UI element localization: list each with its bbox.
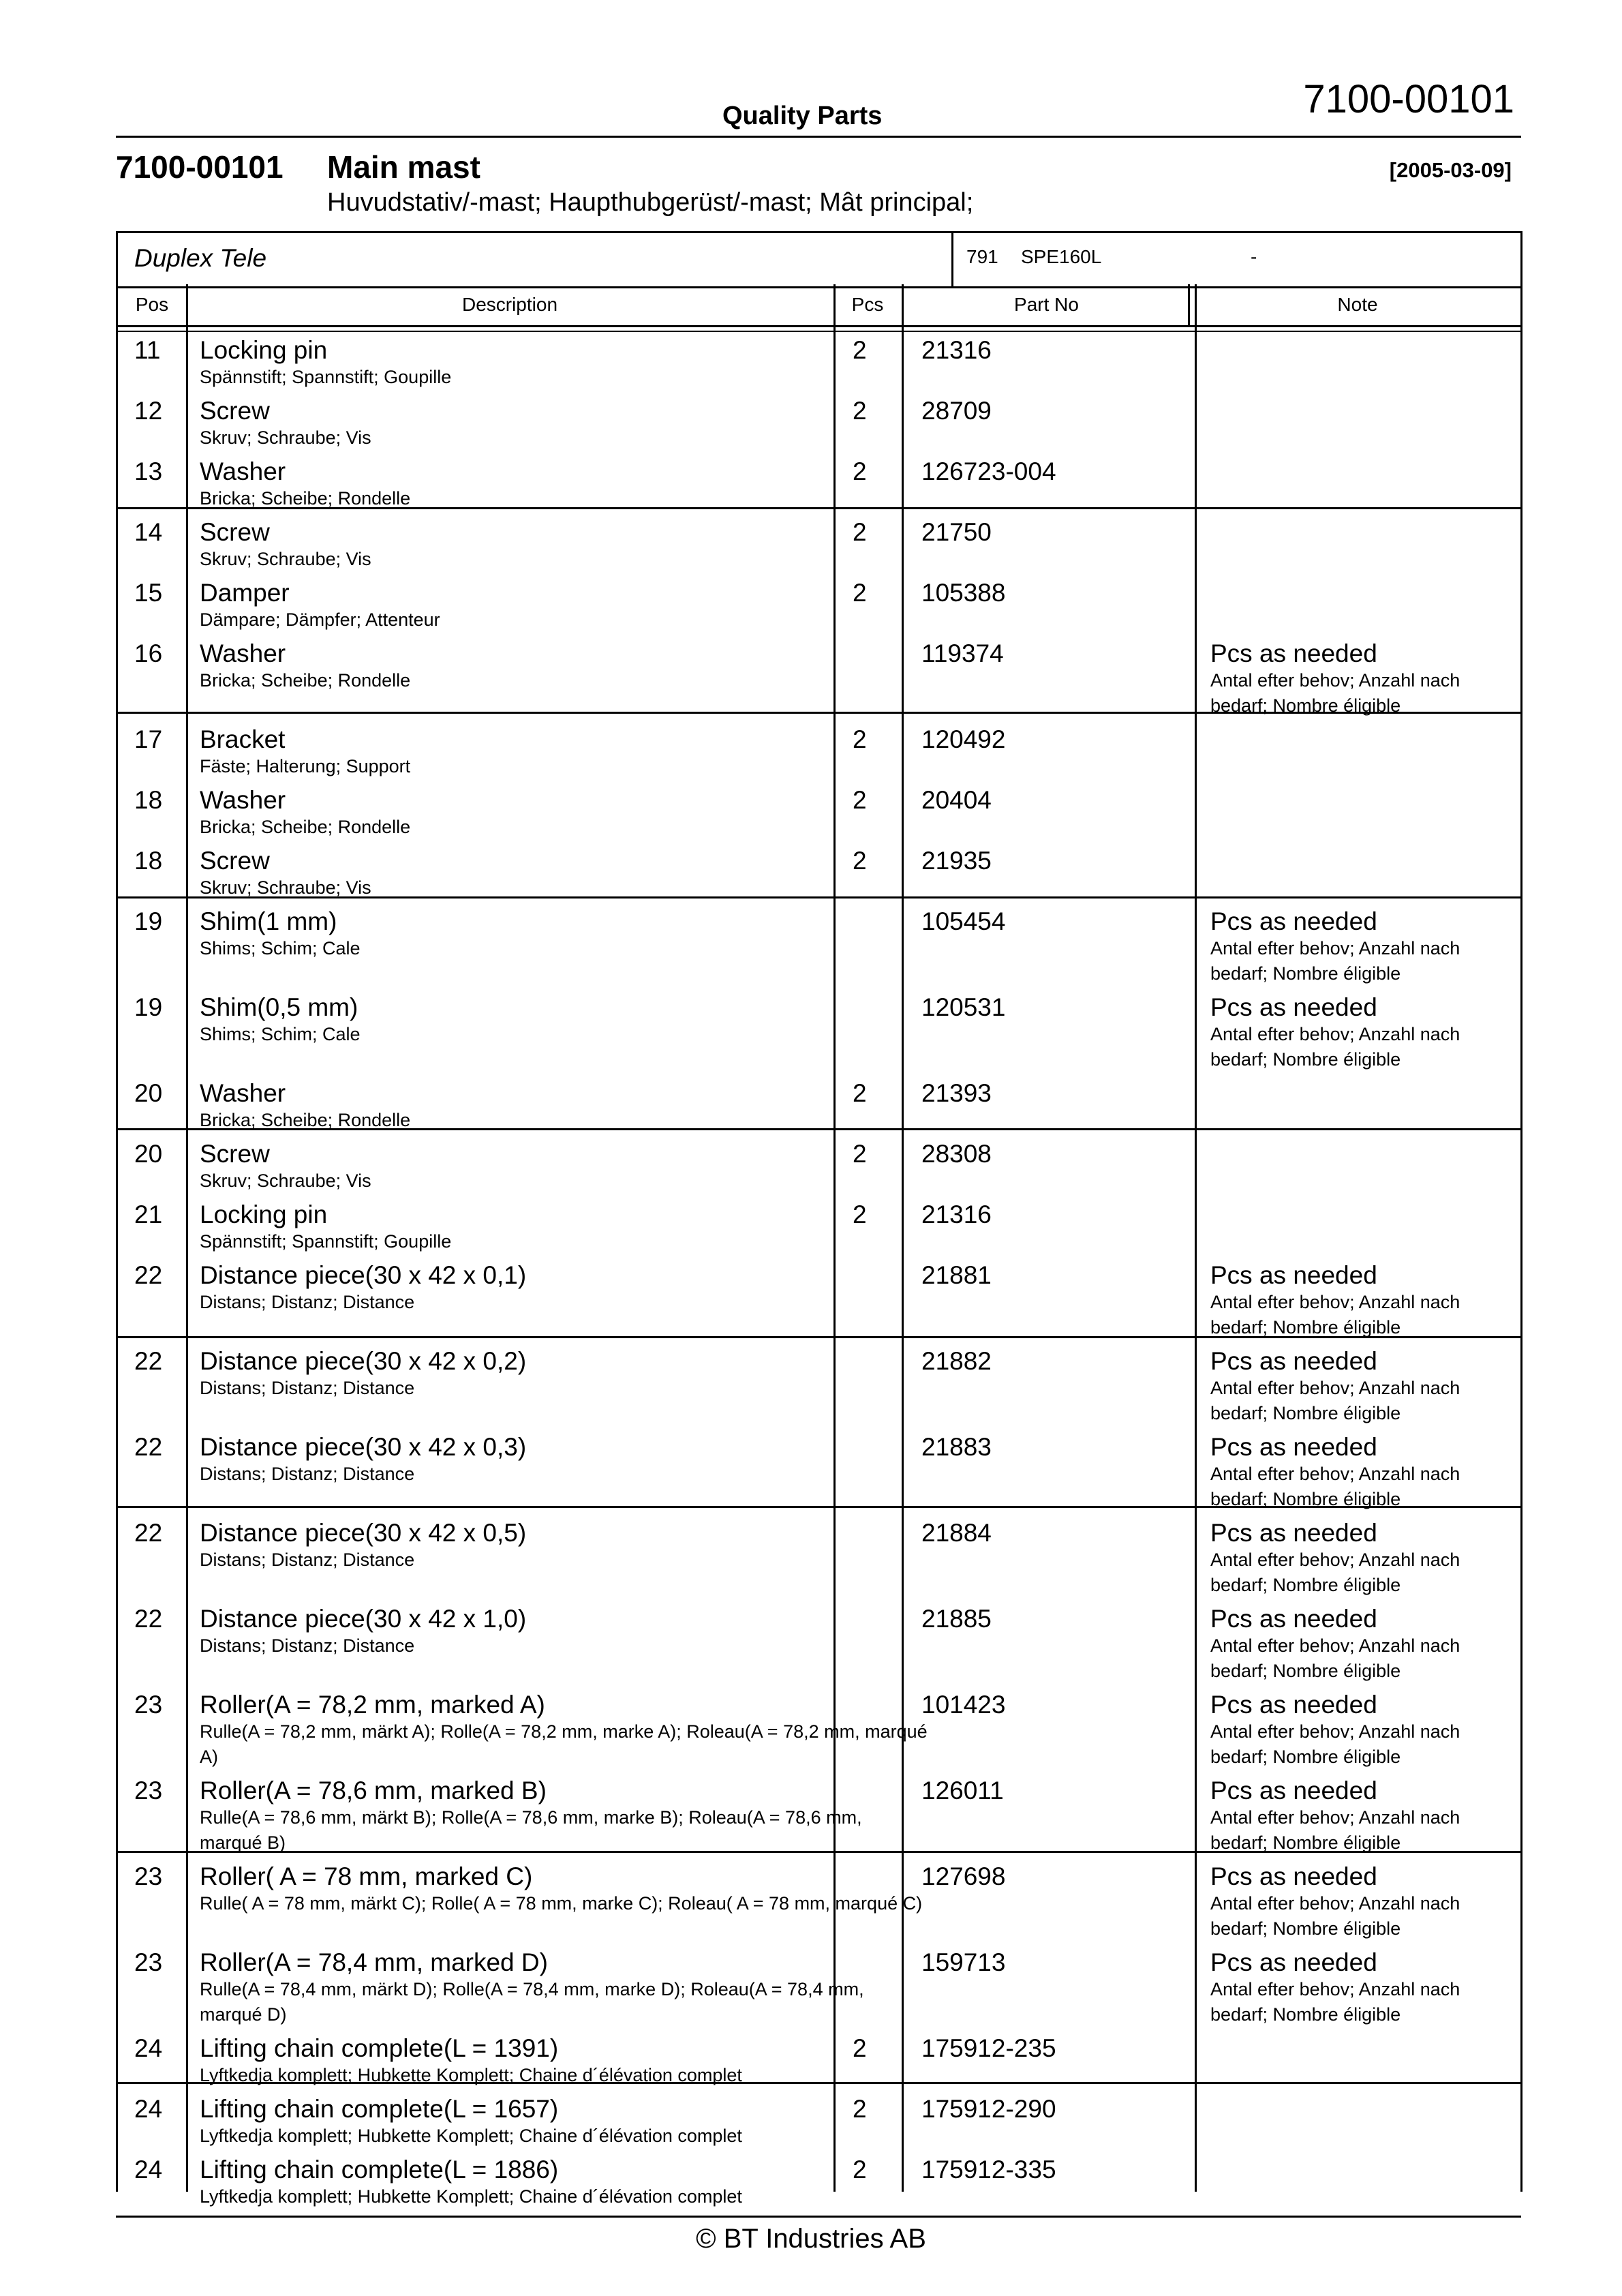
- col-divider-part: [1195, 284, 1197, 2192]
- part-note: Pcs as needed: [1210, 993, 1377, 1021]
- part-name: Roller(A = 78,4 mm, marked D): [200, 1948, 548, 1976]
- part-number: 119374: [921, 639, 1004, 667]
- part-note-translations: Antal efter behov; Anzahl nach bedarf; Nombre éligible: [1210, 1807, 1460, 1853]
- parts-table: [116, 284, 1522, 2207]
- part-pos: 19: [134, 993, 163, 1021]
- part-translations: Distans; Distanz; Distance: [200, 1550, 415, 1570]
- part-pos: 12: [134, 397, 163, 425]
- part-translations: Rulle(A = 78,2 mm, märkt A); Rolle(A = 78,2 mm, marke A); Roleau(A = 78,2 mm, marqué A): [200, 1721, 928, 1767]
- part-pos: 24: [134, 2156, 163, 2184]
- part-pos: 18: [134, 786, 163, 814]
- part-name: Roller( A = 78 mm, marked C): [200, 1862, 533, 1890]
- part-pos: 20: [134, 1079, 163, 1107]
- part-pos: 23: [134, 1777, 163, 1804]
- part-name: Distance piece(30 x 42 x 0,5): [200, 1519, 527, 1547]
- part-name: Screw: [200, 518, 270, 546]
- part-translations: Bricka; Scheibe; Rondelle: [200, 817, 411, 837]
- part-number: 120492: [921, 725, 1006, 753]
- part-number: 105388: [921, 579, 1006, 607]
- part-number: 21881: [921, 1261, 992, 1289]
- part-pcs: 2: [853, 457, 867, 485]
- part-pcs: 2: [853, 1200, 867, 1228]
- part-pcs: 2: [853, 518, 867, 546]
- document-number: 7100-00101: [1303, 77, 1514, 121]
- part-translations: Distans; Distanz; Distance: [200, 1635, 415, 1656]
- part-translations: Rulle( A = 78 mm, märkt C); Rolle( A = 78 mm, marke C); Roleau( A = 78 mm, marqué C): [200, 1893, 923, 1914]
- part-name: Washer: [200, 639, 286, 667]
- part-pos: 22: [134, 1605, 163, 1633]
- part-translations: Dämpare; Dämpfer; Attenteur: [200, 609, 440, 630]
- part-pos: 15: [134, 579, 163, 607]
- part-number: 21750: [921, 518, 992, 546]
- part-name: Screw: [200, 1140, 270, 1168]
- header-divider: [116, 136, 1521, 138]
- footer-copyright: © BT Industries AB: [696, 2224, 926, 2254]
- part-number: 127698: [921, 1862, 1006, 1890]
- part-name: Shim(1 mm): [200, 907, 337, 935]
- part-name: Distance piece(30 x 42 x 0,2): [200, 1347, 527, 1375]
- part-note: Pcs as needed: [1210, 1347, 1377, 1375]
- part-pcs: 2: [853, 336, 867, 364]
- part-translations: Skruv; Schraube; Vis: [200, 427, 371, 448]
- part-number: 21316: [921, 336, 992, 364]
- part-note: Pcs as needed: [1210, 1433, 1377, 1461]
- part-name: Roller(A = 78,6 mm, marked B): [200, 1777, 547, 1804]
- part-number: 28308: [921, 1140, 992, 1168]
- part-number: 21935: [921, 847, 992, 875]
- header-rule-double: [118, 331, 1520, 332]
- part-note-translations: Antal efter behov; Anzahl nach bedarf; Nombre éligible: [1210, 1893, 1460, 1939]
- part-note-translations: Antal efter behov; Anzahl nach bedarf; Nombre éligible: [1210, 1721, 1460, 1767]
- part-note-translations: Antal efter behov; Anzahl nach bedarf; Nombre éligible: [1210, 1378, 1460, 1423]
- part-pos: 20: [134, 1140, 163, 1168]
- part-number: 21316: [921, 1200, 992, 1228]
- part-name: Screw: [200, 847, 270, 875]
- part-pcs: 2: [853, 1140, 867, 1168]
- part-pos: 24: [134, 2095, 163, 2123]
- footer-divider: [116, 2216, 1521, 2218]
- part-note: Pcs as needed: [1210, 1605, 1377, 1633]
- part-pos: 23: [134, 1862, 163, 1890]
- part-translations: Distans; Distanz; Distance: [200, 1464, 415, 1484]
- part-number: 21884: [921, 1519, 992, 1547]
- part-pcs: 2: [853, 2095, 867, 2123]
- part-translations: Bricka; Scheibe; Rondelle: [200, 670, 411, 691]
- model-type: SPE160L: [1021, 246, 1102, 267]
- header-rule: [118, 325, 1520, 327]
- part-translations: Spännstift; Spannstift; Goupille: [200, 1231, 452, 1252]
- part-name: Locking pin: [200, 1200, 328, 1228]
- part-note-translations: Antal efter behov; Anzahl nach bedarf; Nombre éligible: [1210, 938, 1460, 984]
- part-translations: Distans; Distanz; Distance: [200, 1378, 415, 1398]
- part-number: 21393: [921, 1079, 992, 1107]
- part-pos: 14: [134, 518, 163, 546]
- part-name: Washer: [200, 457, 286, 485]
- part-number: 21882: [921, 1347, 992, 1375]
- part-pcs: 2: [853, 725, 867, 753]
- part-translations: Lyftkedja komplett; Hubkette Komplett; Chaine d´élévation complet: [200, 2186, 742, 2207]
- part-translations: Shims; Schim; Cale: [200, 938, 361, 958]
- part-number: 20404: [921, 786, 992, 814]
- part-note: Pcs as needed: [1210, 1519, 1377, 1547]
- model-extra: -: [1251, 246, 1257, 267]
- part-note: Pcs as needed: [1210, 907, 1377, 935]
- part-number: 175912-290: [921, 2095, 1056, 2123]
- part-pcs: 2: [853, 397, 867, 425]
- part-pcs: 2: [853, 786, 867, 814]
- part-translations: Distans; Distanz; Distance: [200, 1292, 415, 1312]
- part-name: Bracket: [200, 725, 286, 753]
- col-header-pos: Pos: [135, 294, 169, 315]
- part-pcs: 2: [853, 1079, 867, 1107]
- part-number: 159713: [921, 1948, 1006, 1976]
- part-name: Washer: [200, 786, 286, 814]
- part-pcs: 2: [853, 2156, 867, 2184]
- part-translations: Skruv; Schraube; Vis: [200, 549, 371, 569]
- part-name: Damper: [200, 579, 290, 607]
- part-name: Lifting chain complete(L = 1886): [200, 2156, 559, 2184]
- section-title: Main mast: [327, 149, 480, 185]
- part-pos: 23: [134, 1948, 163, 1976]
- part-name: Distance piece(30 x 42 x 0,3): [200, 1433, 527, 1461]
- part-pcs: 2: [853, 2034, 867, 2062]
- col-header-part-no: Part No: [1014, 294, 1079, 315]
- part-note-translations: Antal efter behov; Anzahl nach bedarf; Nombre éligible: [1210, 1550, 1460, 1595]
- model-info-box: [116, 231, 1522, 288]
- part-note: Pcs as needed: [1210, 639, 1377, 667]
- part-note-translations: Antal efter behov; Anzahl nach bedarf; Nombre éligible: [1210, 1635, 1460, 1681]
- part-translations: Bricka; Scheibe; Rondelle: [200, 1110, 411, 1130]
- part-pos: 21: [134, 1200, 163, 1228]
- part-translations: Rulle(A = 78,4 mm, märkt D); Rolle(A = 78,4 mm, marke D); Roleau(A = 78,4 mm, marqué D): [200, 1979, 864, 2025]
- part-number: 120531: [921, 993, 1006, 1021]
- part-number: 101423: [921, 1691, 1006, 1719]
- model-code: 791: [966, 246, 998, 267]
- part-pos: 17: [134, 725, 163, 753]
- col-divider-pos: [186, 284, 188, 2192]
- part-pos: 11: [134, 336, 161, 364]
- part-note-translations: Antal efter behov; Anzahl nach bedarf; Nombre éligible: [1210, 1024, 1460, 1070]
- part-number: 175912-235: [921, 2034, 1056, 2062]
- part-number: 126011: [921, 1777, 1004, 1804]
- part-name: Roller(A = 78,2 mm, marked A): [200, 1691, 545, 1719]
- part-number: 126723-004: [921, 457, 1056, 485]
- part-pos: 24: [134, 2034, 163, 2062]
- part-number: 21883: [921, 1433, 992, 1461]
- col-header-pcs: Pcs: [851, 294, 884, 315]
- part-pcs: 2: [853, 579, 867, 607]
- part-pos: 22: [134, 1433, 163, 1461]
- part-name: Shim(0,5 mm): [200, 993, 358, 1021]
- model-name: Duplex Tele: [134, 244, 267, 272]
- part-note: Pcs as needed: [1210, 1948, 1377, 1976]
- section-date: [2005-03-09]: [1389, 158, 1512, 182]
- col-header-note: Note: [1337, 294, 1378, 315]
- part-translations: Fäste; Halterung; Support: [200, 756, 411, 776]
- part-pos: 19: [134, 907, 163, 935]
- part-name: Lifting chain complete(L = 1657): [200, 2095, 559, 2123]
- part-note: Pcs as needed: [1210, 1261, 1377, 1289]
- part-name: Screw: [200, 397, 270, 425]
- part-note-translations: Antal efter behov; Anzahl nach bedarf; Nombre éligible: [1210, 1464, 1460, 1509]
- part-translations: Spännstift; Spannstift; Goupille: [200, 367, 452, 387]
- part-translations: Skruv; Schraube; Vis: [200, 877, 371, 898]
- part-pos: 22: [134, 1347, 163, 1375]
- part-pos: 22: [134, 1519, 163, 1547]
- part-note-translations: Antal efter behov; Anzahl nach bedarf; Nombre éligible: [1210, 1979, 1460, 2025]
- page-title: Quality Parts: [722, 102, 883, 130]
- part-name: Distance piece(30 x 42 x 0,1): [200, 1261, 527, 1289]
- part-translations: Lyftkedja komplett; Hubkette Komplett; Chaine d´élévation complet: [200, 2126, 742, 2146]
- part-pos: 23: [134, 1691, 163, 1719]
- part-pos: 16: [134, 639, 163, 667]
- part-number: 28709: [921, 397, 992, 425]
- part-name: Lifting chain complete(L = 1391): [200, 2034, 559, 2062]
- section-number: 7100-00101: [116, 149, 284, 185]
- part-translations: Skruv; Schraube; Vis: [200, 1170, 371, 1191]
- part-note: Pcs as needed: [1210, 1862, 1377, 1890]
- part-translations: Rulle(A = 78,6 mm, märkt B); Rolle(A = 78,6 mm, marke B); Roleau(A = 78,6 mm, marqué B): [200, 1807, 862, 1853]
- part-translations: Shims; Schim; Cale: [200, 1024, 361, 1044]
- part-pcs: 2: [853, 847, 867, 875]
- part-note: Pcs as needed: [1210, 1777, 1377, 1804]
- model-divider: [951, 233, 953, 286]
- part-note-translations: Antal efter behov; Anzahl nach bedarf; Nombre éligible: [1210, 670, 1460, 716]
- part-note: Pcs as needed: [1210, 1691, 1377, 1719]
- part-name: Washer: [200, 1079, 286, 1107]
- part-number: 105454: [921, 907, 1006, 935]
- part-number: 21885: [921, 1605, 992, 1633]
- part-name: Distance piece(30 x 42 x 1,0): [200, 1605, 527, 1633]
- part-translations: Bricka; Scheibe; Rondelle: [200, 488, 411, 509]
- part-pos: 18: [134, 847, 163, 875]
- part-pos: 22: [134, 1261, 163, 1289]
- part-note-translations: Antal efter behov; Anzahl nach bedarf; Nombre éligible: [1210, 1292, 1460, 1338]
- col-header-description: Description: [461, 294, 558, 315]
- part-number: 175912-335: [921, 2156, 1056, 2184]
- section-subtitle: Huvudstativ/-mast; Haupthubgerüst/-mast; Mât principal;: [327, 188, 974, 217]
- part-name: Locking pin: [200, 336, 328, 364]
- part-translations: Lyftkedja komplett; Hubkette Komplett; Chaine d´élévation complet: [200, 2065, 742, 2085]
- part-pos: 13: [134, 457, 163, 485]
